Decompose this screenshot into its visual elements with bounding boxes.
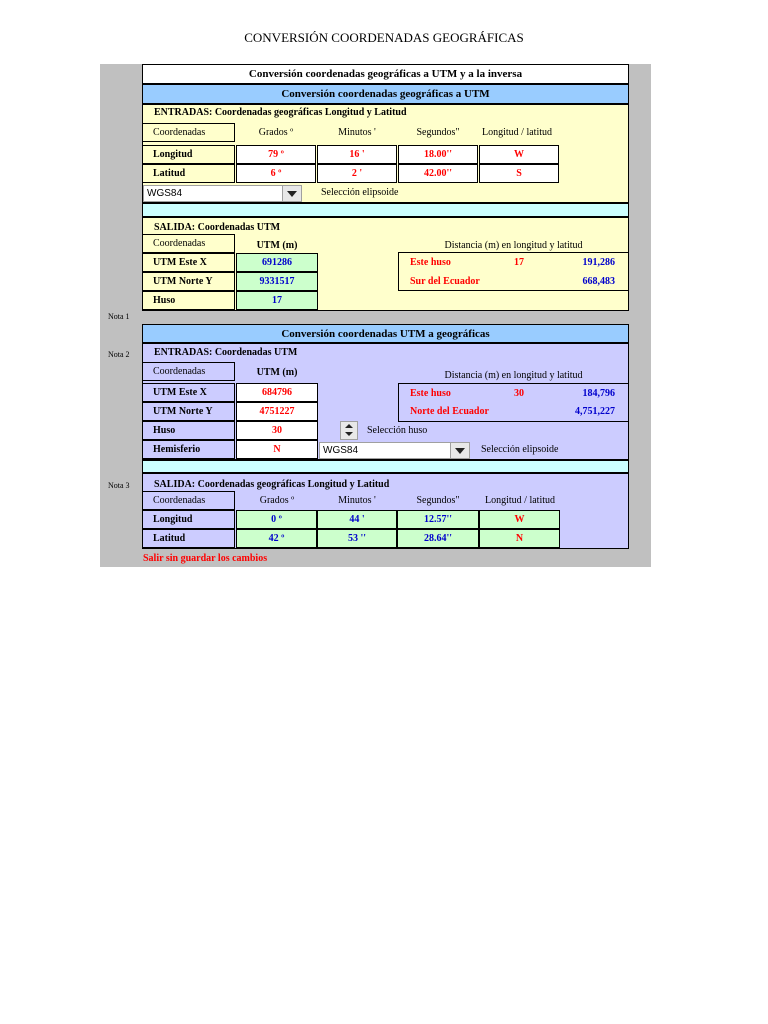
ellipsoid-label-2: Selección elipsoide bbox=[481, 444, 559, 455]
exit-without-saving-link[interactable]: Salir sin guardar los cambios bbox=[143, 553, 268, 564]
utm-in-este-label: UTM Este X bbox=[142, 383, 235, 402]
arrow-up-icon[interactable] bbox=[345, 424, 353, 428]
geo-out-header-minutos: Minutos ' bbox=[338, 495, 376, 506]
distance-header-1: Distancia (m) en longitud y latitud bbox=[444, 240, 583, 251]
utm-input-heading: ENTRADAS: Coordenadas UTM bbox=[154, 347, 298, 358]
ecuador-label-1: Sur del Ecuador bbox=[410, 276, 480, 287]
ellipsoid-select-2-value: WGS84 bbox=[323, 445, 359, 456]
este-huso-distance-1: 191,286 bbox=[582, 257, 615, 268]
ellipsoid-select-2[interactable] bbox=[319, 442, 470, 459]
longitud-minutos-input[interactable]: 16 ' bbox=[317, 145, 397, 164]
latitud-direction-input[interactable]: S bbox=[479, 164, 559, 183]
distance-header-2: Distancia (m) en longitud y latitud bbox=[444, 370, 583, 381]
geo-input-heading: ENTRADAS: Coordenadas geográficas Longitud y Latitud bbox=[154, 107, 407, 118]
ecuador-distance-2: 4,751,227 bbox=[575, 406, 615, 417]
ellipsoid-select-1[interactable] bbox=[143, 185, 302, 202]
utm-in-header-coordenadas: Coordenadas bbox=[142, 362, 235, 381]
ellipsoid-select-1-value: WGS84 bbox=[147, 188, 183, 199]
geo-out-header-coordenadas: Coordenadas bbox=[142, 491, 235, 510]
hemisferio-label: Hemisferio bbox=[142, 440, 235, 459]
chevron-down-icon[interactable] bbox=[450, 443, 469, 458]
utm-norte-label: UTM Norte Y bbox=[142, 272, 235, 291]
huso-input[interactable]: 30 bbox=[236, 421, 318, 440]
ecuador-distance-1: 668,483 bbox=[582, 276, 615, 287]
ellipsoid-label-1: Selección elipsoide bbox=[321, 187, 399, 198]
header-segundos: Segundos" bbox=[416, 127, 460, 138]
geo-out-latitud-grados: 42 º bbox=[236, 529, 317, 548]
geo-out-latitud-direction: N bbox=[479, 529, 560, 548]
header-minutos: Minutos ' bbox=[338, 127, 376, 138]
huso-label: Huso bbox=[142, 291, 235, 310]
nota-1[interactable]: Nota 1 bbox=[108, 312, 130, 321]
header-lonlat: Longitud / latitud bbox=[482, 127, 552, 138]
este-huso-number-1: 17 bbox=[514, 257, 524, 268]
geo-out-latitud-segundos: 28.64'' bbox=[397, 529, 479, 548]
arrow-down-icon[interactable] bbox=[345, 432, 353, 436]
utm-norte-input[interactable]: 4751227 bbox=[236, 402, 318, 421]
ecuador-label-2: Norte del Ecuador bbox=[410, 406, 489, 417]
este-huso-number-2: 30 bbox=[514, 388, 524, 399]
este-huso-label-1: Este huso bbox=[410, 257, 451, 268]
utm-este-input[interactable]: 684796 bbox=[236, 383, 318, 402]
geo-out-latitud-minutos: 53 '' bbox=[317, 529, 397, 548]
utm-to-geo-title: Conversión coordenadas UTM a geográficas bbox=[142, 324, 629, 343]
huso-spinner-label: Selección huso bbox=[367, 425, 428, 436]
utm-in-huso-label: Huso bbox=[142, 421, 235, 440]
utm-in-norte-label: UTM Norte Y bbox=[142, 402, 235, 421]
latitud-minutos-input[interactable]: 2 ' bbox=[317, 164, 397, 183]
longitud-segundos-input[interactable]: 18.00'' bbox=[398, 145, 478, 164]
longitud-direction-input[interactable]: W bbox=[479, 145, 559, 164]
separator-1 bbox=[142, 203, 629, 217]
este-huso-distance-2: 184,796 bbox=[582, 388, 615, 399]
geo-out-header-segundos: Segundos" bbox=[416, 495, 460, 506]
utm-header-utm: UTM (m) bbox=[256, 240, 298, 251]
utm-header-coordenadas: Coordenadas bbox=[142, 234, 235, 253]
geo-out-longitud-segundos: 12.57'' bbox=[397, 510, 479, 529]
utm-output-heading: SALIDA: Coordenadas UTM bbox=[154, 222, 281, 233]
longitud-label: Longitud bbox=[142, 145, 235, 164]
header-coordenadas: Coordenadas bbox=[142, 123, 235, 142]
latitud-grados-input[interactable]: 6 º bbox=[236, 164, 316, 183]
geo-out-longitud-grados: 0 º bbox=[236, 510, 317, 529]
separator-2 bbox=[142, 460, 629, 473]
utm-in-header-utm: UTM (m) bbox=[256, 367, 298, 378]
utm-este-output: 691286 bbox=[236, 253, 318, 272]
chevron-down-icon[interactable] bbox=[282, 186, 301, 201]
longitud-grados-input[interactable]: 79 º bbox=[236, 145, 316, 164]
geo-out-longitud-direction: W bbox=[479, 510, 560, 529]
latitud-label: Latitud bbox=[142, 164, 235, 183]
header-grados: Grados º bbox=[258, 127, 294, 138]
hemisferio-input[interactable]: N bbox=[236, 440, 318, 459]
geo-out-latitud-label: Latitud bbox=[142, 529, 235, 548]
geo-output-heading: SALIDA: Coordenadas geográficas Longitud y Latitud bbox=[154, 479, 390, 490]
geo-to-utm-title: Conversión coordenadas geográficas a UTM bbox=[142, 84, 629, 104]
huso-output: 17 bbox=[236, 291, 318, 310]
geo-out-header-lonlat: Longitud / latitud bbox=[485, 495, 555, 506]
nota-2[interactable]: Nota 2 bbox=[108, 350, 130, 359]
nota-3[interactable]: Nota 3 bbox=[108, 481, 130, 490]
latitud-segundos-input[interactable]: 42.00'' bbox=[398, 164, 478, 183]
utm-norte-output: 9331517 bbox=[236, 272, 318, 291]
geo-out-longitud-label: Longitud bbox=[142, 510, 235, 529]
este-huso-label-2: Este huso bbox=[410, 388, 451, 399]
huso-spinner[interactable] bbox=[340, 421, 358, 440]
utm-este-label: UTM Este X bbox=[142, 253, 235, 272]
page-title: CONVERSIÓN COORDENADAS GEOGRÁFICAS bbox=[244, 30, 524, 45]
geo-out-longitud-minutos: 44 ' bbox=[317, 510, 397, 529]
geo-out-header-grados: Grados º bbox=[259, 495, 295, 506]
main-title: Conversión coordenadas geográficas a UTM y a la inversa bbox=[142, 64, 629, 84]
